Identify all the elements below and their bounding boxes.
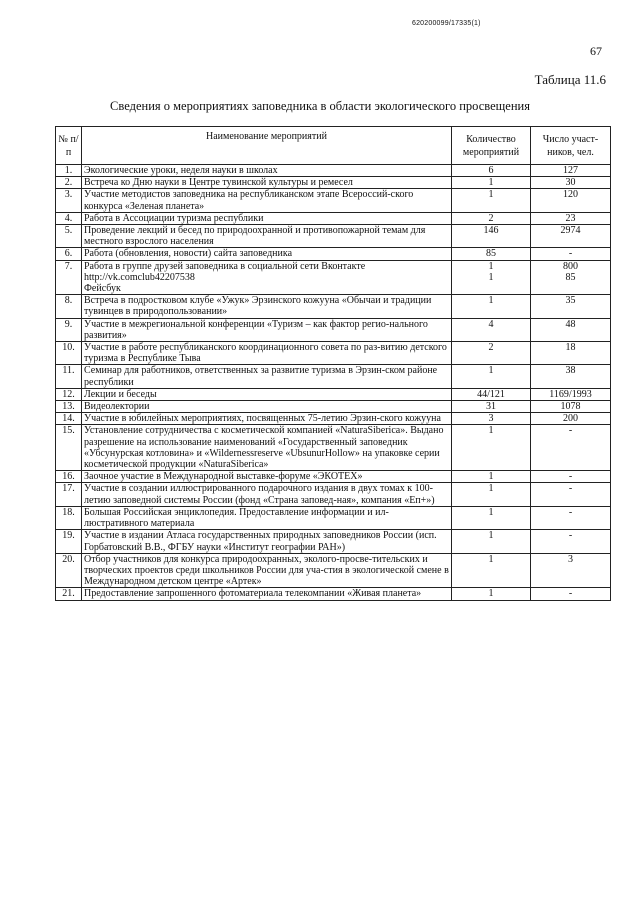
row-count: 2	[452, 342, 531, 365]
row-number: 16.	[56, 471, 82, 483]
row-people: 48	[531, 318, 611, 341]
row-count: 146	[452, 225, 531, 248]
document-id: 620200099/17335(1)	[412, 20, 481, 27]
row-people: -	[531, 425, 611, 471]
row-people-line: 800	[563, 260, 578, 272]
table-header-row	[56, 127, 611, 165]
table-row	[56, 365, 611, 388]
row-name: Видеолектории	[82, 401, 452, 413]
row-count: 1	[452, 189, 531, 212]
row-number: 18.	[56, 506, 82, 529]
column-header-number: № п/п	[56, 127, 82, 165]
row-name: Лекции и беседы	[82, 388, 452, 400]
row-number: 17.	[56, 483, 82, 506]
table-row	[56, 260, 611, 295]
table-row	[56, 165, 611, 177]
row-name: Участие в издании Атласа государственных природных заповедников России (исп. Горбатовский В.В., ФГБУ науки «Институт географии РАН»)	[82, 530, 452, 553]
row-count: 44/121	[452, 388, 531, 400]
row-people: 200	[531, 413, 611, 425]
table-row	[56, 471, 611, 483]
row-name: Участие в работе республиканского координационного совета по раз-витию детского туризма в Республике Тыва	[82, 342, 452, 365]
row-name-line: Работа в группе друзей заповедника в социальной сети Вконтакте	[84, 260, 366, 272]
row-people: -	[531, 483, 611, 506]
row-name: Участие в юбилейных мероприятиях, посвященных 75-летию Эрзин-ского кожууна	[82, 413, 452, 425]
row-number: 8.	[56, 295, 82, 318]
table-row	[56, 342, 611, 365]
row-people: 1169/1993	[531, 388, 611, 400]
row-people: 23	[531, 212, 611, 224]
events-table	[55, 126, 611, 601]
row-name: Встреча ко Дню науки в Центре тувинской культуры и ремесел	[82, 177, 452, 189]
row-count	[452, 260, 531, 295]
row-number: 21.	[56, 588, 82, 600]
table-row	[56, 225, 611, 248]
row-count: 1	[452, 295, 531, 318]
table-label: Таблица 11.6	[534, 72, 606, 87]
row-people: -	[531, 506, 611, 529]
row-name: Проведение лекций и бесед по природоохранной и противопожарной темам для местного взрослого населения	[82, 225, 452, 248]
table-row	[56, 588, 611, 600]
row-name: Участие в создании иллюстрированного подарочного издания в двух томах к 100-летию заповедной системы России (фонд «Страна заповед-ная», компания «Еп+»)	[82, 483, 452, 506]
row-number: 13.	[56, 401, 82, 413]
row-count: 1	[452, 365, 531, 388]
row-people: 30	[531, 177, 611, 189]
row-number: 19.	[56, 530, 82, 553]
row-number: 9.	[56, 318, 82, 341]
row-people: 1078	[531, 401, 611, 413]
row-name	[82, 260, 452, 295]
row-name: Большая Российская энциклопедия. Предоставление информации и ил-люстративного материала	[82, 506, 452, 529]
column-header-count: Количество мероприятий	[452, 127, 531, 165]
table-row	[56, 553, 611, 588]
row-number: 6.	[56, 248, 82, 260]
table-row	[56, 530, 611, 553]
table-row	[56, 413, 611, 425]
row-people	[531, 260, 611, 295]
row-count: 1	[452, 471, 531, 483]
table-row	[56, 506, 611, 529]
row-number: 20.	[56, 553, 82, 588]
table-row	[56, 212, 611, 224]
table-body	[56, 165, 611, 601]
row-people: -	[531, 530, 611, 553]
table-row	[56, 248, 611, 260]
table-row	[56, 483, 611, 506]
row-people: 3	[531, 553, 611, 588]
row-count: 1	[452, 553, 531, 588]
row-count: 2	[452, 212, 531, 224]
row-people: 120	[531, 189, 611, 212]
row-number: 12.	[56, 388, 82, 400]
row-count: 1	[452, 588, 531, 600]
row-people: 35	[531, 295, 611, 318]
row-number: 11.	[56, 365, 82, 388]
column-header-name: Наименование мероприятий	[82, 127, 452, 165]
row-name: Семинар для работников, ответственных за развитие туризма в Эрзин-ском районе республики	[82, 365, 452, 388]
table-row	[56, 388, 611, 400]
row-name: Предоставление запрошенного фотоматериала телекомпании «Живая планета»	[82, 588, 452, 600]
row-count-line: 1	[488, 260, 494, 272]
row-count-line: 1	[488, 271, 494, 283]
row-number: 2.	[56, 177, 82, 189]
row-name: Встреча в подростковом клубе «Ужук» Эрзинского кожууна «Обычаи и традиции тувинцев в природопользовании»	[82, 295, 452, 318]
row-people: 18	[531, 342, 611, 365]
row-number: 7.	[56, 260, 82, 295]
row-count: 1	[452, 177, 531, 189]
row-people: 38	[531, 365, 611, 388]
row-people: -	[531, 248, 611, 260]
row-count: 31	[452, 401, 531, 413]
row-name: Отбор участников для конкурса природоохранных, эколого-просве-тительских и творческих проектов среди школьников России для уча-стия в экологической смене в Международном детском центре «Артек»	[82, 553, 452, 588]
row-count: 4	[452, 318, 531, 341]
table-row	[56, 401, 611, 413]
facebook-label: Фейсбук	[84, 283, 121, 295]
row-count: 1	[452, 425, 531, 471]
table-title: Сведения о мероприятиях заповедника в области экологического просвещения	[110, 99, 530, 113]
row-count: 1	[452, 483, 531, 506]
table-row	[56, 189, 611, 212]
row-people: -	[531, 471, 611, 483]
row-people: 2974	[531, 225, 611, 248]
row-count: 6	[452, 165, 531, 177]
row-name: Экологические уроки, неделя науки в школах	[82, 165, 452, 177]
row-name: Участие в межрегиональной конференции «Туризм – как фактор регио-нального развития»	[82, 318, 452, 341]
table-row	[56, 318, 611, 341]
row-number: 5.	[56, 225, 82, 248]
row-number: 14.	[56, 413, 82, 425]
row-number: 4.	[56, 212, 82, 224]
table-row	[56, 425, 611, 471]
row-people-line: 85	[565, 271, 576, 283]
row-people: 127	[531, 165, 611, 177]
row-number: 3.	[56, 189, 82, 212]
table-row	[56, 177, 611, 189]
table-row	[56, 295, 611, 318]
page-number: 67	[590, 44, 602, 58]
row-number: 10.	[56, 342, 82, 365]
row-name: Работа в Ассоциации туризма республики	[82, 212, 452, 224]
row-number: 1.	[56, 165, 82, 177]
row-count: 1	[452, 530, 531, 553]
row-name: Работа (обновления, новости) сайта заповедника	[82, 248, 452, 260]
row-count: 3	[452, 413, 531, 425]
row-people: -	[531, 588, 611, 600]
row-count: 1	[452, 506, 531, 529]
row-count: 85	[452, 248, 531, 260]
column-header-people: Число участ-ников, чел.	[531, 127, 611, 165]
row-name: Заочное участие в Международной выставке-форуме «ЭКОТЕХ»	[82, 471, 452, 483]
row-name: Установление сотрудничества с косметической компанией «NaturaSiberica». Выдано разрешение на использование наименований «Государственный заповедник «Убсунурская котловина» и «Wildernessreserve «UbsunurHollow» на упаковке серии косметической продукции «NaturaSiberica»	[82, 425, 452, 471]
row-name: Участие методистов заповедника на республиканском этапе Всероссий-ского конкурса «Зеленая планета»	[82, 189, 452, 212]
row-number: 15.	[56, 425, 82, 471]
vk-link[interactable]: http://vk.comclub42207538	[84, 271, 195, 283]
